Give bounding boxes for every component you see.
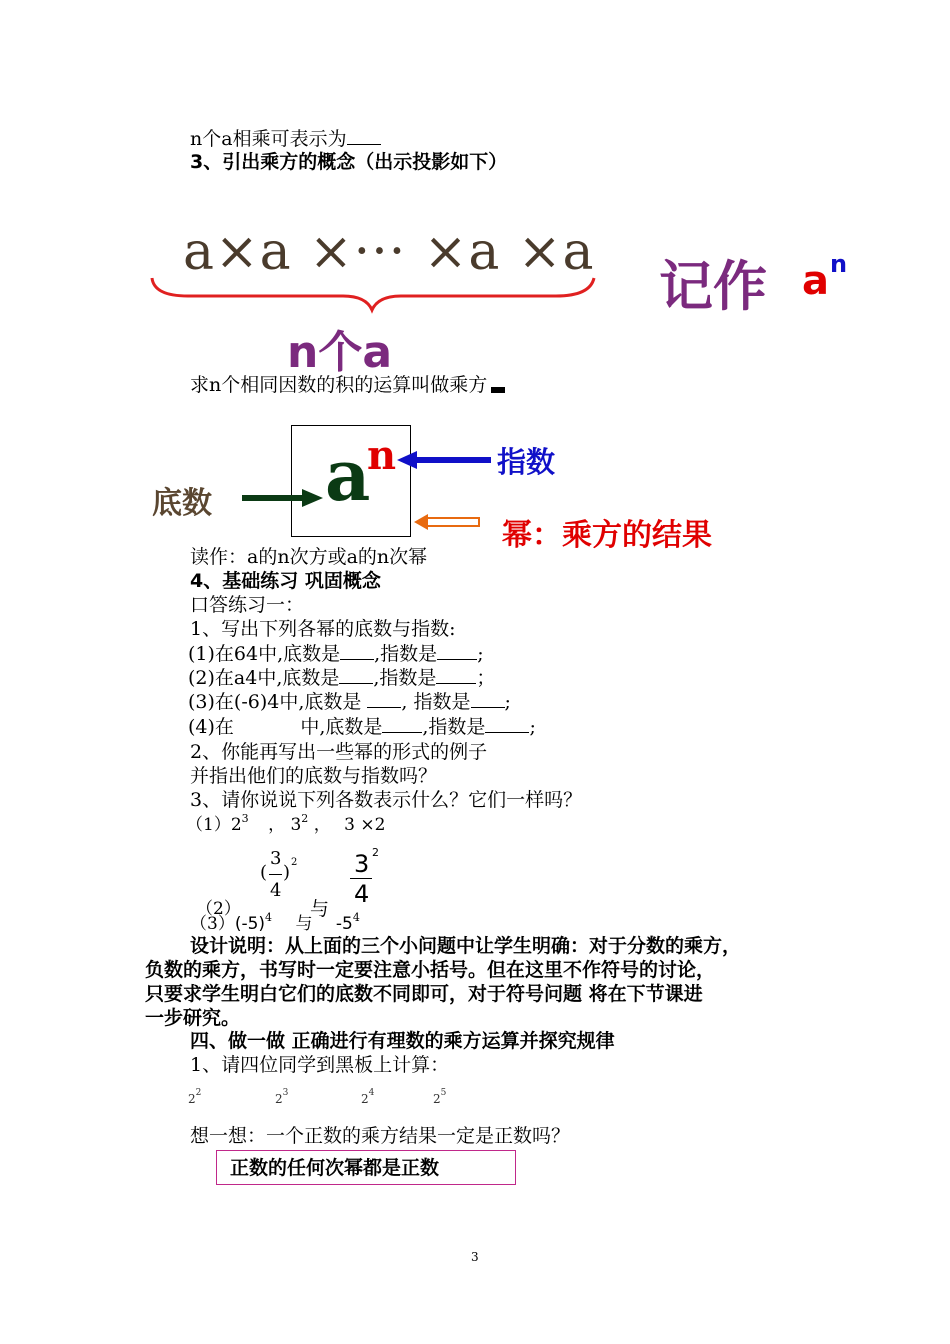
power-base: a: [325, 434, 371, 517]
notation-base: a: [802, 258, 829, 304]
power-2-5: $2^5$: [433, 1088, 447, 1106]
notation-exponent: n: [830, 250, 848, 278]
power-exponent: n: [367, 432, 397, 479]
exercise-item-4: (4)在 中,底数是 ,指数是 ;: [188, 716, 536, 738]
design-note-line-3: 只要求学生明白它们的底数不同即可，对于符号问题 将在下节课进: [145, 983, 703, 1005]
oral-practice-label: 口答练习一：: [190, 594, 305, 616]
question-3-part-2-label: （2）: [196, 899, 241, 919]
design-note-line-2: 负数的乘方，书写时一定要注意小括号。但在这里不作符号的讨论，: [145, 959, 716, 981]
base-label: 底数: [152, 486, 212, 521]
exercise-item-3: (3)在(-6)4中,底数是 , 指数是 ;: [188, 691, 511, 713]
power-2-4: $2^4$: [361, 1088, 375, 1106]
conclusion-text: 正数的任何次幂都是正数: [230, 1157, 440, 1179]
notation-label: 记作: [659, 255, 767, 318]
design-note-line-4: 一步研究。: [145, 1007, 241, 1029]
design-note-line-1: 设计说明：从上面的三个小问题中让学生明确：对于分数的乘方，: [190, 935, 742, 957]
power-label: 幂：乘方的结果: [502, 518, 712, 553]
section-3-heading: 3、引出乘方的概念（出示投影如下）: [190, 151, 508, 173]
exponent-arrow-icon: [395, 448, 495, 472]
question-2-line-1: 2、你能再写出一些幂的形式的例子: [190, 741, 488, 763]
definition-text: 求n个相同因数的积的运算叫做乘方: [190, 373, 505, 397]
power-arrow-icon: [412, 512, 482, 532]
question-3-part-1: $(1)2^3$ ， $3^2$ ， 3 ×2: [186, 812, 386, 835]
reading-text: 读作：a的n次方或a的n次幂: [190, 546, 428, 568]
brace-icon: [148, 272, 598, 314]
intro-line: n个a相乘可表示为: [190, 127, 381, 151]
conclusion-box: [216, 1150, 516, 1185]
board-task: 1、请四位同学到黑板上计算：: [190, 1054, 450, 1076]
power-2-2: $2^2$: [188, 1088, 202, 1106]
brace-label: n个a: [287, 327, 393, 378]
exercise-item-1: (1)在64中,底数是 ,指数是 ;: [188, 643, 484, 665]
base-arrow-icon: [240, 486, 325, 510]
question-2-line-2: 并指出他们的底数与指数吗？: [190, 765, 438, 787]
question-3: 3、请你说说下列各数表示什么？它们一样吗？: [190, 789, 583, 811]
product-expression: a×a ×··· ×a ×a: [183, 222, 595, 282]
exponent-label: 指数: [497, 445, 556, 479]
question-1: 1、写出下列各幂的底数与指数:: [190, 618, 456, 640]
think-question: 想一想：一个正数的乘方结果一定是正数吗？: [190, 1125, 571, 1147]
section-4-heading: 4、基础练习 巩固概念: [190, 570, 381, 592]
page-number: 3: [471, 1250, 479, 1264]
question-3-part-3: $(3)(-5)^4$ 与 $-5^4$: [190, 911, 360, 934]
exercise-item-2: (2)在a4中,底数是 ,指数是 ；: [188, 667, 496, 689]
question-3-part-2-and: 与: [310, 898, 330, 920]
section-four-heading: 四、做一做 正确进行有理数的乘方运算并探究规律: [190, 1030, 615, 1052]
power-2-3: $2^3$: [275, 1088, 289, 1106]
